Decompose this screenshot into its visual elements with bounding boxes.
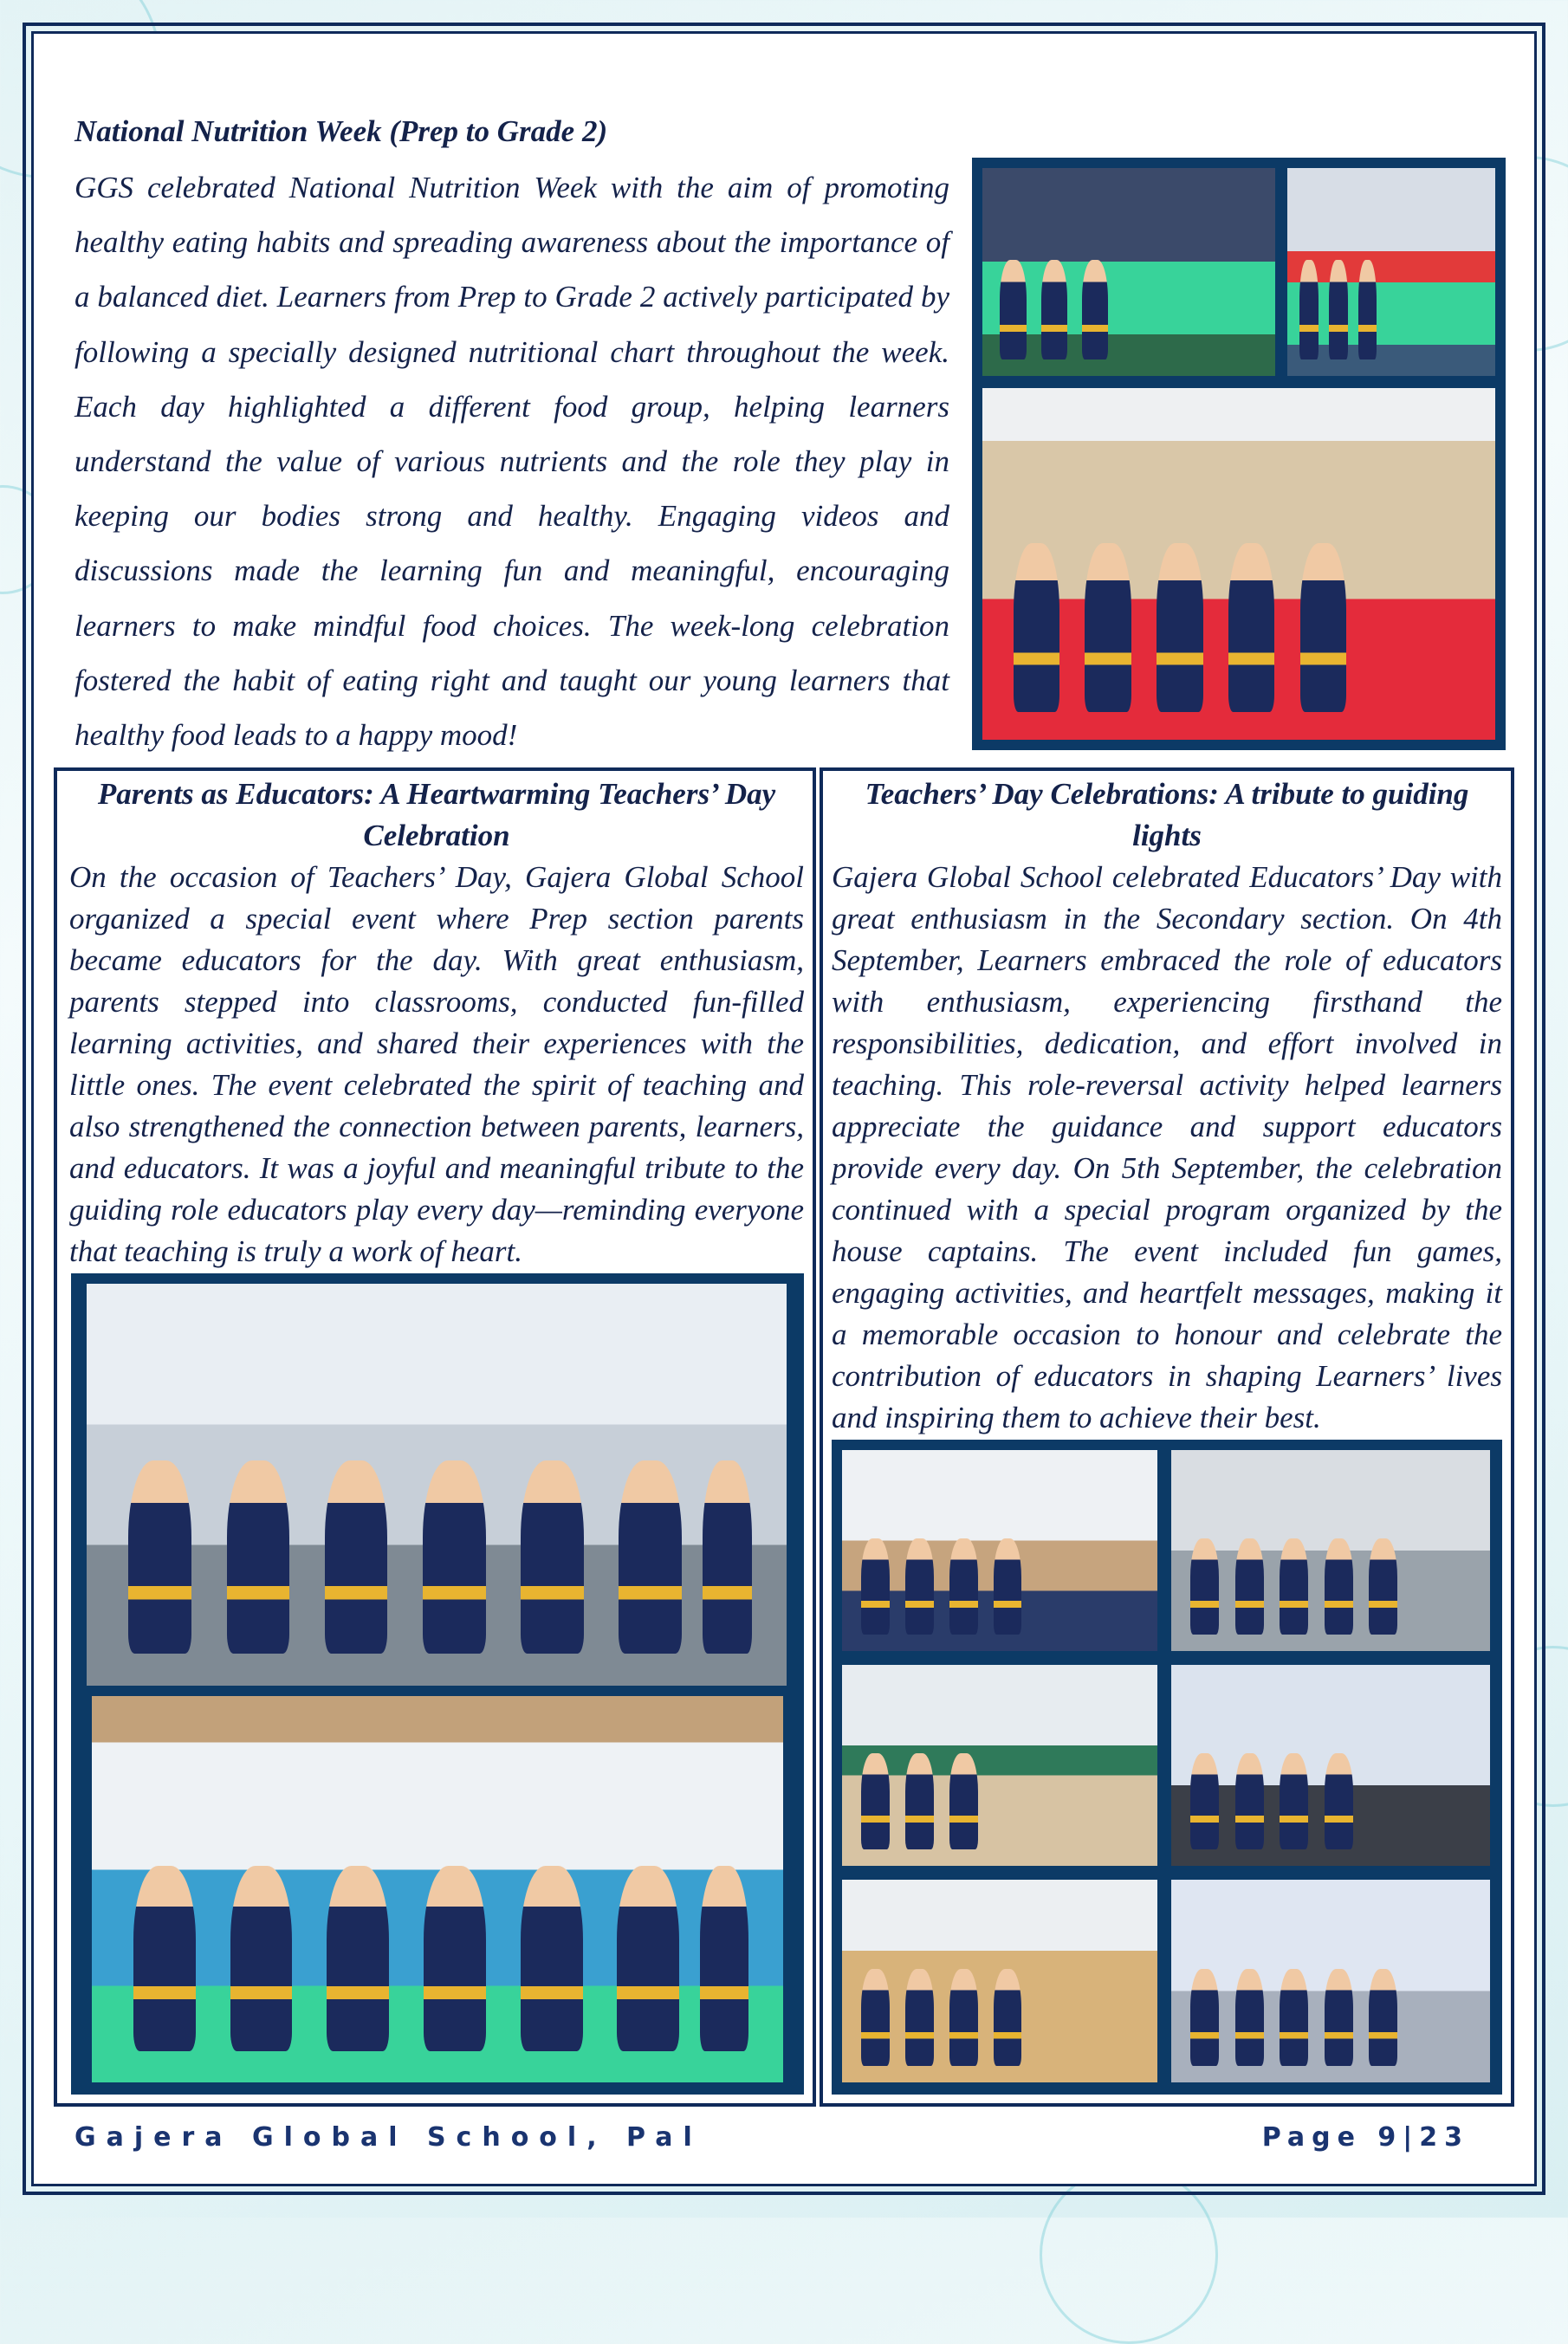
nutrition-week-title: National Nutrition Week (Prep to Grade 2)	[75, 114, 608, 148]
teachers-day-photo-collage	[832, 1440, 1502, 2095]
parents-photo-1	[87, 1284, 787, 1686]
teachers-day-photo-3	[842, 1665, 1157, 1866]
parents-photo-collage	[71, 1273, 804, 2095]
nutrition-week-text: GGS celebrated National Nutrition Week with the aim of promoting healthy eating habits and spreading awareness about the importance of a balanced diet. Learners from Prep to Grade 2 actively participated by following a specially designed nutritional chart throughout the week. Each day highlighted a different food group, helping learners understand the value of various nutrients and the role they play in keeping our bodies strong and healthy. Engaging videos and discussions made the learning fun and meaningful, encouraging learners to make mindful food choices. The week-long celebration fostered the habit of eating right and taught our young learners that healthy food leads to a happy mood!	[75, 171, 949, 753]
teachers-day-text: Gajera Global School celebrated Educators’ Day with great enthusiasm in the Secondary section. On 4th September, Learners embraced the role of educators with enthusiasm, experiencing firsthand the responsibilities, dedication, and effort involved in teaching. This role-reversal activity helped learners appreciate the guidance and support educators provide every day. On 5th September, the celebration continued with a special program organized by the house captains. The event included fun games, engaging activities, and heartfelt messages, making it a memorable occasion to honour and celebrate the contribution of educators in shaping Learners’ lives and inspiring them to achieve their best.	[832, 860, 1502, 1434]
parents-as-educators-text: On the occasion of Teachers’ Day, Gajera Global School organized a special event where Prep section parents became educators for the day. With great enthusiasm, parents stepped into classrooms, conducted fun-filled learning activities, and shared their experiences with the little ones. The event celebrated the spirit of teaching and also strengthened the connection between parents, learners, and educators. It was a joyful and meaningful tribute to the guiding role educators play every day—reminding everyone that teaching is truly a work of heart.	[69, 860, 804, 1268]
teachers-day-title: Teachers’ Day Celebrations: A tribute to guiding lights	[865, 777, 1469, 852]
teachers-day-photo-1	[842, 1450, 1157, 1651]
teachers-day-photo-4	[1171, 1665, 1490, 1866]
parents-as-educators-title: Parents as Educators: A Heartwarming Teachers’ Day Celebration	[97, 777, 776, 852]
nutrition-photo-3	[982, 388, 1495, 740]
footer-school-name: Gajera Global School, Pal	[75, 2122, 703, 2153]
nutrition-photo-1	[982, 168, 1275, 376]
footer-page-number: Page 9|23	[1261, 2122, 1469, 2153]
nutrition-photo-2	[1287, 168, 1495, 376]
teachers-day-photo-6	[1171, 1880, 1490, 2082]
nutrition-photo-collage	[972, 158, 1506, 750]
parents-photo-2	[92, 1696, 783, 2082]
teachers-day-photo-5	[842, 1880, 1157, 2082]
teachers-day-photo-2	[1171, 1450, 1490, 1651]
